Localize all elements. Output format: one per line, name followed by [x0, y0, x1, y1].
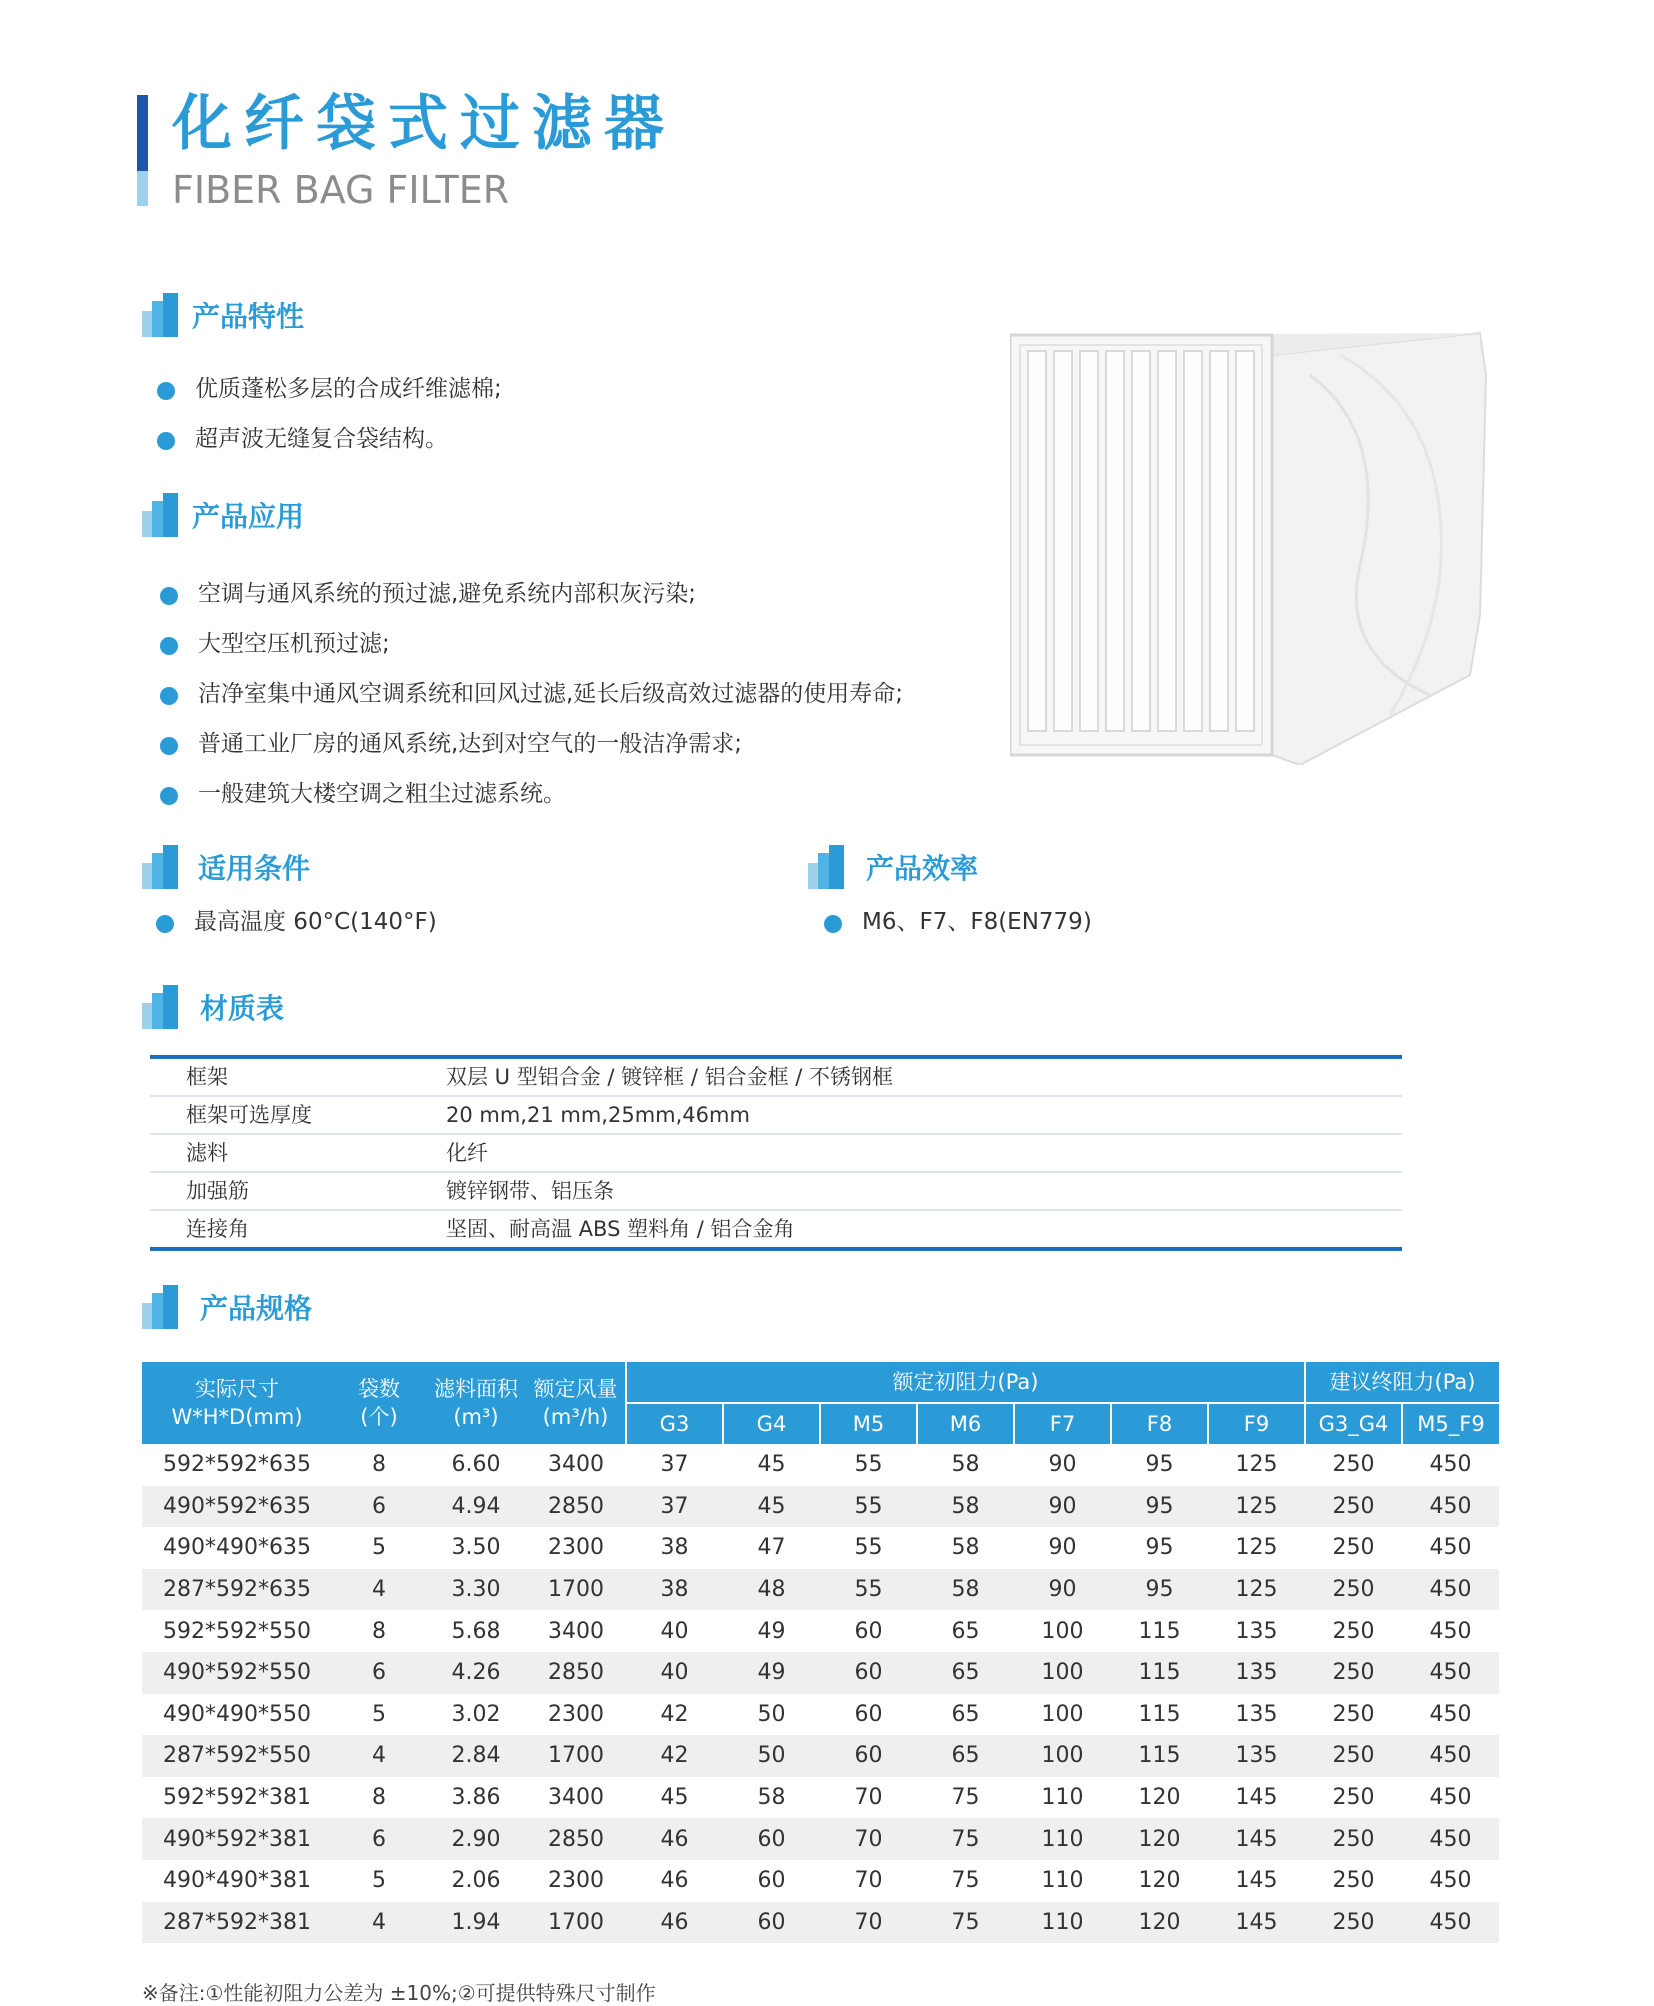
table-cell: 490*592*381	[142, 1818, 332, 1860]
table-cell: 2.06	[451, 1868, 501, 1894]
table-row	[142, 1610, 1499, 1652]
table-cell: 125	[1208, 1569, 1305, 1611]
table-cell: 65	[951, 1701, 980, 1727]
table-cell: 490*490*381	[163, 1868, 311, 1894]
table-cell: 450	[1402, 1818, 1499, 1860]
table-row	[150, 1211, 1402, 1247]
title-accent-bar-light	[137, 171, 148, 206]
table-cell: 45	[723, 1486, 820, 1528]
table-cell: 125	[1208, 1486, 1305, 1528]
list-item: 大型空压机预过滤;	[198, 629, 390, 659]
bullet-icon	[157, 432, 175, 450]
bullet-icon	[824, 915, 842, 933]
table-cell: 55	[854, 1535, 883, 1561]
table-cell: 95	[1111, 1486, 1208, 1528]
product-image	[1010, 315, 1490, 765]
bullet-icon	[160, 687, 178, 705]
table-cell: 145	[1208, 1902, 1305, 1944]
table-cell: 115	[1111, 1735, 1208, 1777]
table-cell: 250	[1332, 1785, 1375, 1811]
table-cell: 2300	[548, 1868, 604, 1894]
table-row	[150, 1173, 1402, 1211]
table-cell: 145	[1235, 1785, 1278, 1811]
col-header-flow: 额定风量 (m³/h)	[526, 1362, 626, 1444]
table-cell: 110	[1041, 1785, 1084, 1811]
table-row	[142, 1902, 1499, 1944]
section-title: 材质表	[200, 992, 285, 1025]
table-cell: 60	[723, 1818, 820, 1860]
table-cell: 55	[820, 1569, 917, 1611]
table-cell: 100	[1014, 1652, 1111, 1694]
table-cell: 58	[917, 1569, 1014, 1611]
bullet-icon	[157, 382, 175, 400]
table-cell: 250	[1332, 1535, 1375, 1561]
table-cell: 90	[1014, 1569, 1111, 1611]
bar-chart-icon	[808, 845, 844, 889]
table-cell: 2850	[526, 1486, 626, 1528]
list-item: 洁净室集中通风空调系统和回风过滤,延长后级高效过滤器的使用寿命;	[198, 679, 903, 709]
table-cell: 49	[723, 1652, 820, 1694]
col-header-g4: G4	[723, 1403, 820, 1444]
table-cell: 592*592*381	[163, 1785, 311, 1811]
table-cell: 5	[372, 1701, 386, 1727]
table-cell: 250	[1332, 1701, 1375, 1727]
table-cell: 490*490*550	[163, 1701, 311, 1727]
list-item: M6、F7、F8(EN779)	[862, 907, 1092, 937]
table-cell: 3.30	[426, 1569, 526, 1611]
table-cell: 90	[1048, 1452, 1077, 1478]
table-cell: 450	[1429, 1535, 1472, 1561]
table-cell: 8	[372, 1785, 386, 1811]
table-cell: 40	[660, 1618, 689, 1644]
table-cell: 75	[951, 1868, 980, 1894]
table-cell: 3400	[548, 1452, 604, 1478]
table-row	[142, 1818, 1499, 1860]
table-cell: 250	[1305, 1569, 1402, 1611]
table-cell: 3400	[548, 1785, 604, 1811]
table-row	[150, 1135, 1402, 1173]
table-cell: 38	[626, 1569, 723, 1611]
table-cell: 60	[854, 1618, 883, 1644]
table-row	[142, 1486, 1499, 1528]
col-header-f7: F7	[1014, 1403, 1111, 1444]
table-cell: 490*490*635	[163, 1535, 311, 1561]
table-cell: 50	[723, 1735, 820, 1777]
table-cell: 5	[372, 1868, 386, 1894]
col-group-final-resistance: 建议终阻力(Pa)	[1305, 1362, 1499, 1403]
section-title: 产品规格	[200, 1292, 313, 1325]
table-cell: 65	[951, 1618, 980, 1644]
table-cell: 450	[1402, 1652, 1499, 1694]
material-key: 框架	[186, 1065, 228, 1089]
table-cell: 4.94	[426, 1486, 526, 1528]
table-cell: 50	[757, 1701, 786, 1727]
material-value: 20 mm,21 mm,25mm,46mm	[446, 1103, 750, 1127]
col-header-size: 实际尺寸 W*H*D(mm)	[142, 1362, 332, 1444]
list-item: 空调与通风系统的预过滤,避免系统内部积灰污染;	[198, 579, 696, 609]
table-cell: 135	[1235, 1618, 1278, 1644]
table-cell: 2.84	[426, 1735, 526, 1777]
table-cell: 48	[723, 1569, 820, 1611]
col-header-g3: G3	[626, 1403, 723, 1444]
bar-chart-icon	[142, 985, 178, 1029]
table-cell: 6	[332, 1652, 426, 1694]
table-cell: 2850	[526, 1818, 626, 1860]
table-cell: 3400	[548, 1618, 604, 1644]
col-header-area: 滤料面积 (m³)	[426, 1362, 526, 1444]
table-cell: 250	[1305, 1735, 1402, 1777]
table-cell: 3.50	[451, 1535, 501, 1561]
table-row	[142, 1860, 1499, 1902]
table-cell: 4	[332, 1569, 426, 1611]
table-cell: 60	[757, 1868, 786, 1894]
table-cell: 1700	[526, 1902, 626, 1944]
table-cell: 95	[1145, 1535, 1174, 1561]
table-cell: 58	[757, 1785, 786, 1811]
table-cell: 37	[626, 1486, 723, 1528]
table-cell: 37	[660, 1452, 689, 1478]
table-cell: 45	[757, 1452, 786, 1478]
table-cell: 250	[1332, 1618, 1375, 1644]
table-cell: 49	[757, 1618, 786, 1644]
material-value: 双层 U 型铝合金 / 镀锌框 / 铝合金框 / 不锈钢框	[446, 1065, 893, 1089]
material-key: 滤料	[186, 1141, 228, 1165]
table-row	[142, 1652, 1499, 1694]
table-cell: 250	[1305, 1818, 1402, 1860]
col-header-g3-g4: G3_G4	[1305, 1403, 1402, 1444]
table-cell: 75	[917, 1818, 1014, 1860]
table-cell: 250	[1332, 1452, 1375, 1478]
page-title: 化纤袋式过滤器	[172, 89, 676, 159]
table-cell: 450	[1429, 1868, 1472, 1894]
table-row	[142, 1694, 1499, 1736]
section-title: 产品效率	[866, 852, 979, 885]
table-cell: 46	[626, 1902, 723, 1944]
table-cell: 8	[372, 1618, 386, 1644]
table-cell: 60	[820, 1735, 917, 1777]
table-cell: 115	[1138, 1618, 1181, 1644]
table-cell: 592*592*550	[163, 1618, 311, 1644]
table-cell: 450	[1402, 1735, 1499, 1777]
table-row	[150, 1097, 1402, 1135]
table-cell: 58	[917, 1486, 1014, 1528]
table-cell: 250	[1305, 1652, 1402, 1694]
table-cell: 70	[820, 1902, 917, 1944]
material-key: 连接角	[186, 1217, 249, 1241]
bar-chart-icon	[142, 493, 178, 537]
table-cell: 1700	[526, 1735, 626, 1777]
list-item: 最高温度 60°C(140°F)	[194, 907, 437, 937]
bullet-icon	[160, 737, 178, 755]
table-cell: 65	[917, 1652, 1014, 1694]
table-cell: 110	[1014, 1818, 1111, 1860]
col-header-m5: M5	[820, 1403, 917, 1444]
col-header-f9: F9	[1208, 1403, 1305, 1444]
table-cell: 65	[917, 1735, 1014, 1777]
table-cell: 4	[332, 1735, 426, 1777]
table-cell: 450	[1402, 1486, 1499, 1528]
table-cell: 90	[1014, 1486, 1111, 1528]
table-cell: 100	[1014, 1735, 1111, 1777]
table-cell: 2.90	[426, 1818, 526, 1860]
table-row	[142, 1527, 1499, 1569]
table-cell: 120	[1138, 1868, 1181, 1894]
table-cell: 75	[951, 1785, 980, 1811]
table-row	[142, 1444, 1499, 1486]
table-cell: 135	[1208, 1735, 1305, 1777]
table-cell: 450	[1429, 1618, 1472, 1644]
footnote: ※备注:①性能初阻力公差为 ±10%;②可提供特殊尺寸制作	[142, 1981, 656, 2005]
table-cell: 70	[820, 1818, 917, 1860]
table-cell: 450	[1429, 1452, 1472, 1478]
bullet-icon	[160, 637, 178, 655]
section-title: 产品特性	[192, 300, 305, 333]
table-cell: 110	[1041, 1868, 1084, 1894]
section-title: 适用条件	[198, 852, 311, 885]
table-cell: 40	[626, 1652, 723, 1694]
table-cell: 90	[1048, 1535, 1077, 1561]
material-value: 化纤	[446, 1141, 488, 1165]
material-value: 镀锌钢带、铝压条	[446, 1179, 614, 1203]
list-item: 超声波无缝复合袋结构。	[195, 424, 448, 454]
bullet-icon	[160, 787, 178, 805]
table-cell: 1700	[526, 1569, 626, 1611]
col-header-m5-f9: M5_F9	[1402, 1403, 1499, 1444]
bar-chart-icon	[142, 845, 178, 889]
table-row	[150, 1059, 1402, 1097]
table-cell: 135	[1235, 1701, 1278, 1727]
table-cell: 47	[757, 1535, 786, 1561]
table-cell: 5.68	[451, 1618, 501, 1644]
table-cell: 5	[372, 1535, 386, 1561]
table-cell: 3.86	[451, 1785, 501, 1811]
col-header-m6: M6	[917, 1403, 1014, 1444]
table-cell: 46	[660, 1868, 689, 1894]
spec-table	[142, 1362, 1499, 1943]
table-cell: 250	[1332, 1868, 1375, 1894]
bullet-icon	[160, 587, 178, 605]
table-cell: 250	[1305, 1902, 1402, 1944]
table-cell: 2850	[526, 1652, 626, 1694]
bar-chart-icon	[142, 293, 178, 337]
table-rule	[150, 1247, 1402, 1251]
col-group-initial-resistance: 额定初阻力(Pa)	[626, 1362, 1305, 1403]
table-cell: 120	[1111, 1902, 1208, 1944]
table-cell: 8	[372, 1452, 386, 1478]
table-cell: 287*592*381	[142, 1902, 332, 1944]
table-cell: 58	[951, 1452, 980, 1478]
table-cell: 125	[1235, 1535, 1278, 1561]
table-cell: 115	[1111, 1652, 1208, 1694]
list-item: 一般建筑大楼空调之粗尘过滤系统。	[198, 779, 566, 809]
section-title: 产品应用	[192, 500, 305, 533]
table-cell: 45	[660, 1785, 689, 1811]
table-cell: 42	[660, 1701, 689, 1727]
table-cell: 120	[1111, 1818, 1208, 1860]
table-cell: 55	[820, 1486, 917, 1528]
table-cell: 450	[1429, 1701, 1472, 1727]
table-cell: 145	[1235, 1868, 1278, 1894]
table-cell: 60	[820, 1652, 917, 1694]
table-cell: 38	[660, 1535, 689, 1561]
page-subtitle: FIBER BAG FILTER	[172, 168, 510, 212]
table-cell: 100	[1041, 1701, 1084, 1727]
table-cell: 145	[1208, 1818, 1305, 1860]
col-header-f8: F8	[1111, 1403, 1208, 1444]
spec-table-body	[142, 1444, 1499, 1943]
table-cell: 42	[626, 1735, 723, 1777]
table-cell: 110	[1014, 1902, 1111, 1944]
table-cell: 592*592*635	[163, 1452, 311, 1478]
table-row	[142, 1777, 1499, 1819]
table-cell: 6	[332, 1486, 426, 1528]
table-cell: 490*592*550	[142, 1652, 332, 1694]
table-cell: 58	[951, 1535, 980, 1561]
materials-table	[150, 1055, 1402, 1251]
table-cell: 125	[1235, 1452, 1278, 1478]
material-key: 框架可选厚度	[186, 1103, 312, 1127]
table-cell: 4	[332, 1902, 426, 1944]
table-cell: 60	[854, 1701, 883, 1727]
table-cell: 70	[854, 1785, 883, 1811]
table-cell: 250	[1305, 1486, 1402, 1528]
material-value: 坚固、耐高温 ABS 塑料角 / 铝合金角	[446, 1217, 795, 1241]
table-cell: 287*592*550	[142, 1735, 332, 1777]
table-cell: 287*592*635	[142, 1569, 332, 1611]
table-cell: 450	[1402, 1569, 1499, 1611]
bar-chart-icon	[142, 1285, 178, 1329]
table-cell: 2300	[548, 1535, 604, 1561]
table-cell: 70	[854, 1868, 883, 1894]
table-cell: 450	[1429, 1785, 1472, 1811]
table-cell: 6	[332, 1818, 426, 1860]
table-row	[142, 1735, 1499, 1777]
col-header-bags: 袋数 (个)	[332, 1362, 426, 1444]
table-cell: 120	[1138, 1785, 1181, 1811]
table-cell: 60	[723, 1902, 820, 1944]
table-cell: 95	[1145, 1452, 1174, 1478]
table-cell: 490*592*635	[142, 1486, 332, 1528]
table-cell: 1.94	[426, 1902, 526, 1944]
table-row	[142, 1569, 1499, 1611]
table-cell: 6.60	[451, 1452, 501, 1478]
table-cell: 46	[626, 1818, 723, 1860]
list-item: 普通工业厂房的通风系统,达到对空气的一般洁净需求;	[198, 729, 742, 759]
list-item: 优质蓬松多层的合成纤维滤棉;	[195, 374, 502, 404]
table-cell: 100	[1041, 1618, 1084, 1644]
table-cell: 4.26	[426, 1652, 526, 1694]
table-cell: 55	[854, 1452, 883, 1478]
bullet-icon	[156, 915, 174, 933]
table-cell: 75	[917, 1902, 1014, 1944]
table-cell: 135	[1208, 1652, 1305, 1694]
table-cell: 450	[1402, 1902, 1499, 1944]
material-key: 加强筋	[186, 1179, 249, 1203]
table-cell: 95	[1111, 1569, 1208, 1611]
table-cell: 2300	[548, 1701, 604, 1727]
table-cell: 115	[1138, 1701, 1181, 1727]
title-accent-bar	[137, 95, 148, 171]
table-cell: 3.02	[451, 1701, 501, 1727]
